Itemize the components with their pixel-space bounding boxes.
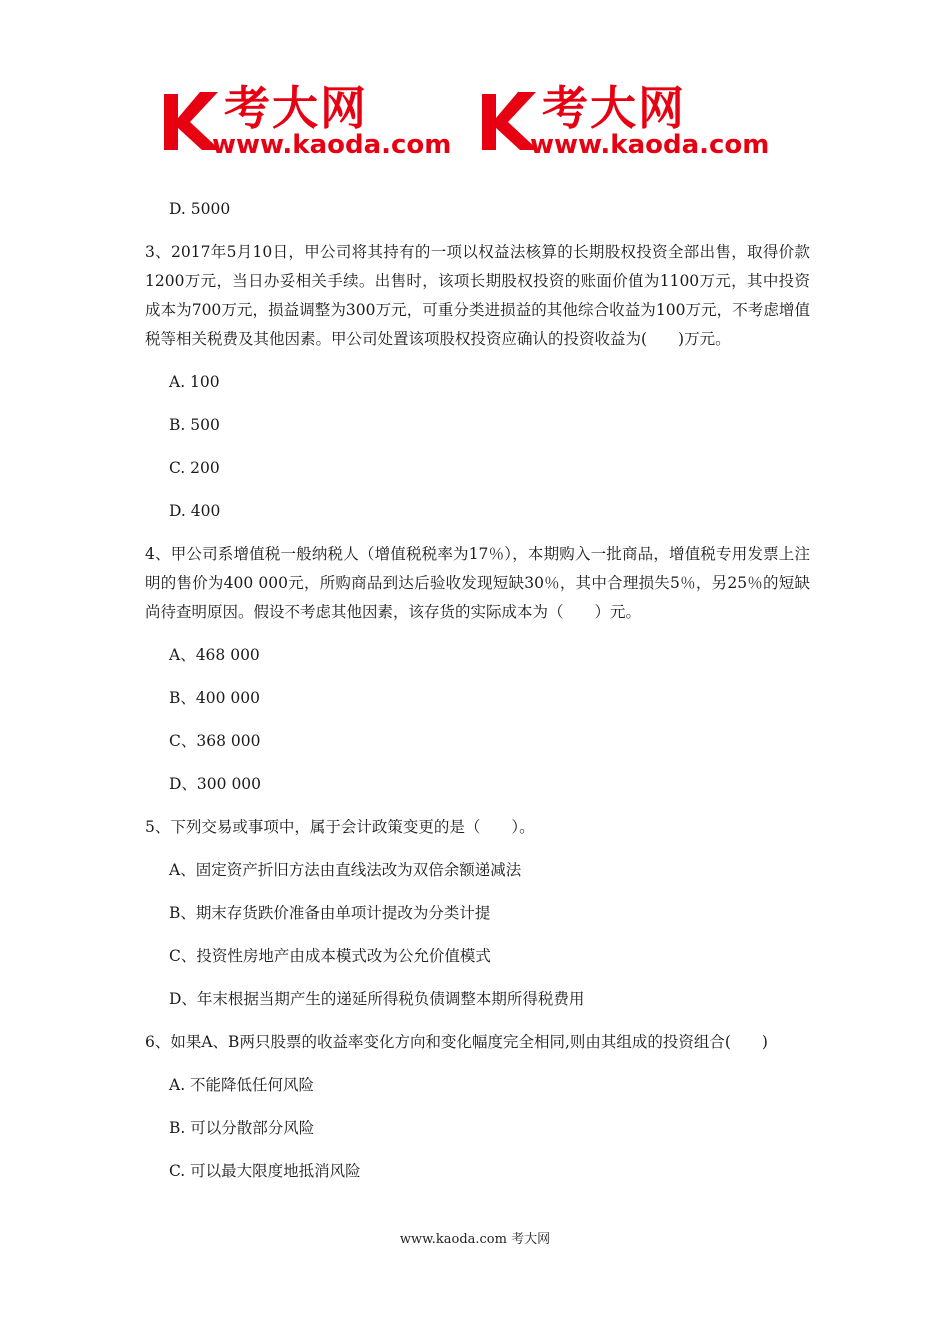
question-3: 3、2017年5月10日，甲公司将其持有的一项以权益法核算的长期股权投资全部出售，取得价款1200万元，当日办妥相关手续。出售时，该项长期股权投资的账面价值为1100万元，其中投资成本为700万元，损益调整为300万元，可重分类进损益的其他综合收益为100万元，不考虑增值税等相关税费及其他因素。甲公司处置该项股权投资应确认的投资收益为( )万元。 [145, 243, 810, 348]
option: B. 500 [169, 416, 220, 434]
option: B、400 000 [169, 689, 260, 707]
logo-url-text: www.kaoda.com [530, 130, 770, 160]
option: A、固定资产折旧方法由直线法改为双倍余额递减法 [169, 861, 522, 879]
kaoda-logo [160, 82, 480, 162]
option: B. 可以分散部分风险 [169, 1119, 315, 1137]
question-6: 6、如果A、B两只股票的收益率变化方向和变化幅度完全相同,则由其组成的投资组合( ) [145, 1033, 768, 1051]
option: A、468 000 [169, 646, 260, 664]
question-5: 5、下列交易或事项中，属于会计政策变更的是（ ）。 [145, 818, 535, 836]
logo-cn-text: 考大网 [542, 81, 686, 135]
option: D、年末根据当期产生的递延所得税负债调整本期所得税费用 [169, 990, 585, 1008]
option: D、300 000 [169, 775, 262, 793]
option: B、期末存货跌价准备由单项计提改为分类计提 [169, 904, 491, 922]
option: C、投资性房地产由成本模式改为公允价值模式 [169, 947, 491, 965]
logo-cn-text: 考大网 [224, 81, 368, 135]
kaoda-logo [478, 82, 798, 162]
option: D. 400 [169, 502, 221, 520]
page-footer: www.kaoda.com 考大网 [399, 1232, 551, 1247]
option: D. 5000 [169, 200, 231, 218]
option: C. 200 [169, 459, 220, 477]
option: A. 不能降低任何风险 [169, 1076, 315, 1094]
option: C、368 000 [169, 732, 261, 750]
option: A. 100 [169, 373, 220, 391]
question-4: 4、甲公司系增值税一般纳税人（增值税税率为17％），本期购入一批商品，增值税专用发票上注明的售价为400 000元，所购商品到达后验收发现短缺30％，其中合理损失5％，另25％的短缺尚待查明原因。假设不考虑其他因素，该存货的实际成本为（ ）元。 [145, 545, 810, 621]
question-content [145, 195, 810, 1186]
option: C. 可以最大限度地抵消风险 [169, 1162, 361, 1180]
logo-url-text: www.kaoda.com [212, 130, 452, 160]
